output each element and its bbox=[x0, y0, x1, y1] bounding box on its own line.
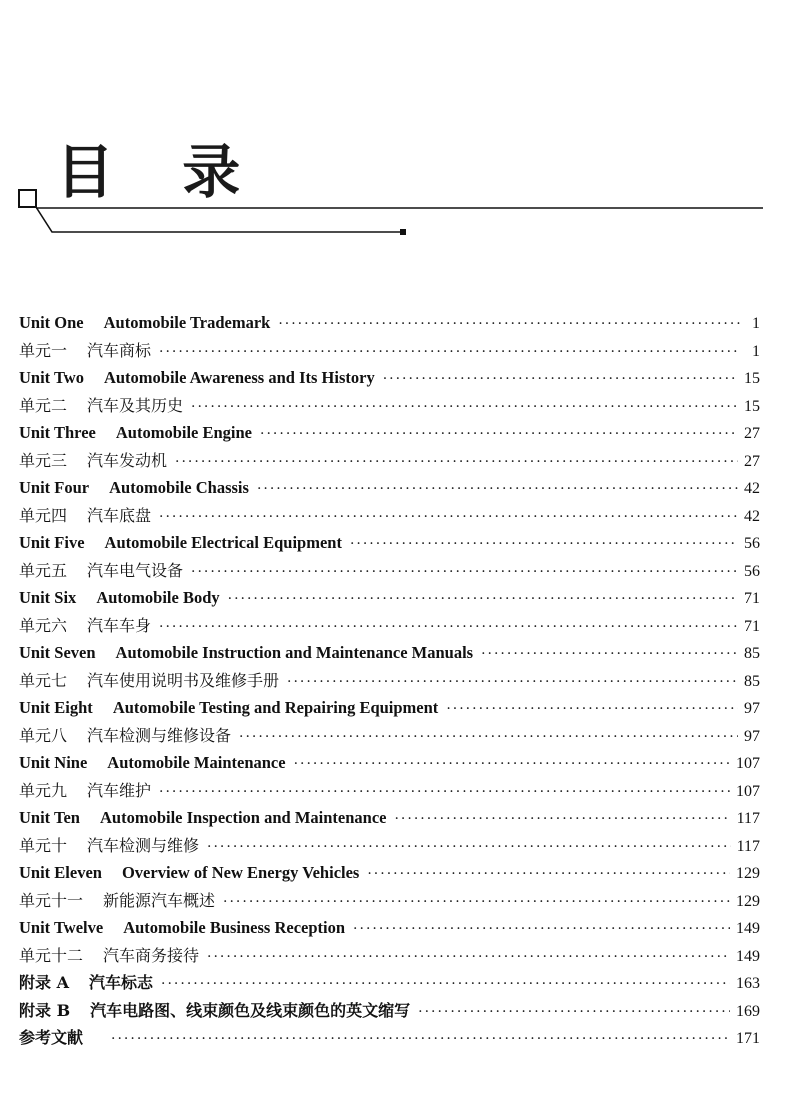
toc-entry-title: 汽车电路图、线束颜色及线束颜色的英文缩写 bbox=[90, 1000, 411, 1020]
table-of-contents bbox=[19, 309, 760, 1052]
toc-entry-number: Unit Four bbox=[19, 478, 90, 497]
toc-entry-number: 单元十二 bbox=[19, 945, 84, 965]
dot-leader bbox=[294, 751, 730, 779]
toc-entry-label bbox=[19, 667, 279, 695]
toc-entry-label bbox=[19, 914, 345, 942]
toc-entry[interactable] bbox=[19, 557, 760, 585]
toc-entry-label bbox=[19, 859, 359, 887]
toc-entry-label bbox=[19, 942, 199, 970]
toc-entry-page: 15 bbox=[744, 397, 760, 415]
toc-entry-label bbox=[19, 502, 151, 530]
toc-entry-title: 汽车维护 bbox=[87, 780, 152, 800]
toc-entry[interactable] bbox=[19, 502, 760, 530]
toc-entry-title: 汽车标志 bbox=[89, 973, 154, 992]
toc-entry-title: Automobile Inspection and Maintenance bbox=[100, 808, 387, 827]
toc-entry-page: 42 bbox=[744, 507, 760, 525]
toc-entry[interactable] bbox=[19, 474, 760, 502]
dot-leader bbox=[260, 421, 738, 449]
toc-entry-number: 附录 A bbox=[19, 973, 69, 992]
toc-entry-label bbox=[19, 694, 438, 722]
toc-entry-label bbox=[19, 529, 342, 557]
dot-leader bbox=[481, 641, 738, 669]
toc-entry[interactable] bbox=[19, 447, 760, 475]
dot-leader bbox=[159, 779, 730, 807]
toc-entry-page: 42 bbox=[744, 480, 760, 497]
toc-entry-label bbox=[19, 777, 151, 805]
dot-leader bbox=[383, 366, 738, 394]
toc-entry-number: 单元二 bbox=[19, 395, 68, 415]
toc-entry-label bbox=[19, 309, 270, 337]
dot-leader bbox=[257, 476, 738, 504]
toc-entry-title: 新能源汽车概述 bbox=[103, 890, 216, 910]
toc-entry[interactable] bbox=[19, 997, 760, 1025]
toc-entry-label bbox=[19, 474, 249, 502]
toc-entry-title: 汽车底盘 bbox=[87, 505, 152, 525]
toc-entry-page: 107 bbox=[736, 755, 760, 772]
toc-entry[interactable] bbox=[19, 859, 760, 887]
toc-entry-page: 85 bbox=[744, 645, 760, 662]
toc-entry[interactable] bbox=[19, 694, 760, 722]
toc-entry-title: Automobile Chassis bbox=[109, 478, 249, 497]
toc-entry-number: 单元九 bbox=[19, 780, 68, 800]
toc-entry[interactable] bbox=[19, 887, 760, 915]
toc-entry-label bbox=[19, 804, 386, 832]
toc-entry-number: 参考文献 bbox=[19, 1028, 84, 1047]
dot-leader bbox=[207, 834, 731, 862]
toc-entry-page: 56 bbox=[744, 535, 760, 552]
toc-entry-page: 149 bbox=[736, 947, 760, 965]
toc-entry-title: Automobile Electrical Equipment bbox=[104, 533, 342, 552]
toc-entry-number: 单元五 bbox=[19, 560, 68, 580]
toc-entry-label bbox=[19, 639, 473, 667]
dot-leader bbox=[228, 586, 738, 614]
toc-entry-number: Unit Three bbox=[19, 423, 96, 442]
dot-leader bbox=[159, 614, 738, 642]
dot-leader bbox=[175, 449, 738, 477]
toc-entry-title: 汽车检测与维修设备 bbox=[87, 725, 232, 745]
toc-entry-label bbox=[19, 969, 153, 997]
page-title: 目 录 bbox=[56, 138, 265, 206]
toc-entry[interactable] bbox=[19, 419, 760, 447]
toc-entry-title: 汽车及其历史 bbox=[87, 395, 184, 415]
toc-entry[interactable] bbox=[19, 309, 760, 337]
toc-entry-number: 单元三 bbox=[19, 450, 68, 470]
toc-entry-page: 117 bbox=[736, 837, 760, 855]
toc-entry-number: 单元十 bbox=[19, 835, 68, 855]
dot-leader bbox=[446, 696, 738, 724]
dot-leader bbox=[353, 916, 730, 944]
toc-entry-label bbox=[19, 887, 215, 915]
toc-entry-title: Automobile Engine bbox=[115, 423, 253, 442]
toc-entry-title: Automobile Awareness and Its History bbox=[103, 368, 375, 387]
toc-entry-page: 107 bbox=[736, 782, 760, 800]
toc-entry[interactable] bbox=[19, 832, 760, 860]
toc-entry-number: Unit Seven bbox=[19, 643, 96, 662]
toc-entry-page: 129 bbox=[736, 892, 760, 910]
title-decoration bbox=[0, 0, 790, 260]
dot-leader bbox=[207, 944, 730, 972]
toc-entry-page: 97 bbox=[744, 727, 760, 745]
dot-leader bbox=[111, 1026, 730, 1054]
toc-entry-label bbox=[19, 447, 167, 475]
dot-leader bbox=[239, 724, 738, 752]
toc-entry-title: Automobile Business Reception bbox=[123, 918, 346, 937]
toc-entry[interactable] bbox=[19, 804, 760, 832]
toc-entry[interactable] bbox=[19, 749, 760, 777]
toc-entry[interactable] bbox=[19, 584, 760, 612]
dot-leader bbox=[287, 669, 738, 697]
dot-leader bbox=[350, 531, 738, 559]
dot-leader bbox=[161, 971, 730, 999]
toc-entry-number: 单元四 bbox=[19, 505, 68, 525]
dot-leader bbox=[191, 394, 738, 422]
toc-entry-number: Unit Eight bbox=[19, 698, 93, 717]
toc-entry-number: Unit Eleven bbox=[19, 863, 102, 882]
toc-entry[interactable] bbox=[19, 942, 760, 970]
toc-entry-number: Unit One bbox=[19, 313, 84, 332]
toc-entry-page: 15 bbox=[744, 370, 760, 387]
toc-entry-label bbox=[19, 832, 199, 860]
toc-entry[interactable] bbox=[19, 1024, 760, 1052]
toc-entry-number: Unit Ten bbox=[19, 808, 80, 827]
toc-entry-title: 汽车电气设备 bbox=[87, 560, 184, 580]
toc-entry[interactable] bbox=[19, 392, 760, 420]
dot-leader bbox=[159, 504, 738, 532]
toc-entry-title: Automobile Maintenance bbox=[107, 753, 286, 772]
toc-entry[interactable] bbox=[19, 612, 760, 640]
toc-entry[interactable] bbox=[19, 914, 760, 942]
toc-entry[interactable] bbox=[19, 529, 760, 557]
toc-entry-number: Unit Nine bbox=[19, 753, 88, 772]
toc-entry-title: 汽车车身 bbox=[87, 615, 152, 635]
dot-leader bbox=[394, 806, 730, 834]
toc-entry-number: 单元七 bbox=[19, 670, 68, 690]
toc-entry-title: Overview of New Energy Vehicles bbox=[121, 863, 360, 882]
toc-entry-number: Unit Five bbox=[19, 533, 85, 552]
toc-entry[interactable] bbox=[19, 337, 760, 365]
toc-entry-page: 27 bbox=[744, 452, 760, 470]
toc-entry-title: 汽车使用说明书及维修手册 bbox=[87, 670, 280, 690]
toc-entry[interactable] bbox=[19, 667, 760, 695]
toc-entry-label bbox=[19, 749, 286, 777]
toc-entry-title: 汽车发动机 bbox=[87, 450, 168, 470]
dot-leader bbox=[367, 861, 730, 889]
toc-entry-label bbox=[19, 337, 151, 365]
toc-entry-label bbox=[19, 419, 252, 447]
toc-entry-number: 单元十一 bbox=[19, 890, 84, 910]
toc-entry-title: Automobile Instruction and Maintenance Manuals bbox=[115, 643, 474, 662]
toc-entry-label bbox=[19, 557, 183, 585]
toc-entry-page: 27 bbox=[744, 425, 760, 442]
toc-entry-number: Unit Two bbox=[19, 368, 84, 387]
toc-entry-label bbox=[19, 612, 151, 640]
toc-entry-number: Unit Twelve bbox=[19, 918, 104, 937]
toc-entry-label bbox=[19, 722, 231, 750]
toc-entry-page: 169 bbox=[736, 1002, 760, 1020]
toc-entry-page: 1 bbox=[752, 342, 760, 360]
toc-entry[interactable] bbox=[19, 777, 760, 805]
toc-entry-page: 85 bbox=[744, 672, 760, 690]
toc-entry-number: 单元一 bbox=[19, 340, 68, 360]
toc-entry-number: 单元六 bbox=[19, 615, 68, 635]
toc-entry-page: 149 bbox=[736, 920, 760, 937]
toc-entry-label bbox=[19, 364, 375, 392]
toc-entry-page: 97 bbox=[744, 700, 760, 717]
toc-entry-number: Unit Six bbox=[19, 588, 77, 607]
toc-entry[interactable] bbox=[19, 969, 760, 997]
toc-entry-title: 汽车检测与维修 bbox=[87, 835, 200, 855]
toc-entry-label bbox=[19, 1024, 103, 1052]
toc-entry-label bbox=[19, 584, 220, 612]
toc-entry[interactable] bbox=[19, 639, 760, 667]
dot-leader bbox=[223, 889, 730, 917]
dot-leader bbox=[418, 999, 730, 1027]
toc-entry-label bbox=[19, 392, 183, 420]
toc-entry[interactable] bbox=[19, 364, 760, 392]
toc-entry-number: 单元八 bbox=[19, 725, 68, 745]
toc-entry-page: 56 bbox=[744, 562, 760, 580]
toc-entry-number: 附录 B bbox=[19, 1000, 71, 1020]
toc-entry-page: 1 bbox=[752, 315, 760, 332]
toc-entry-title: 汽车商标 bbox=[87, 340, 152, 360]
dot-leader bbox=[159, 339, 740, 367]
toc-entry-title: 汽车商务接待 bbox=[103, 945, 200, 965]
toc-entry[interactable] bbox=[19, 722, 760, 750]
toc-entry-page: 163 bbox=[736, 975, 760, 992]
toc-entry-page: 71 bbox=[744, 617, 760, 635]
toc-entry-title: Automobile Body bbox=[96, 588, 220, 607]
toc-entry-page: 71 bbox=[744, 590, 760, 607]
toc-entry-page: 171 bbox=[736, 1030, 760, 1047]
toc-entry-page: 117 bbox=[736, 810, 760, 827]
toc-entry-page: 129 bbox=[736, 865, 760, 882]
dot-leader bbox=[278, 311, 740, 339]
dot-leader bbox=[191, 559, 738, 587]
toc-entry-title: Automobile Testing and Repairing Equipment bbox=[112, 698, 439, 717]
toc-entry-label bbox=[19, 997, 410, 1025]
toc-entry-title: Automobile Trademark bbox=[103, 313, 271, 332]
